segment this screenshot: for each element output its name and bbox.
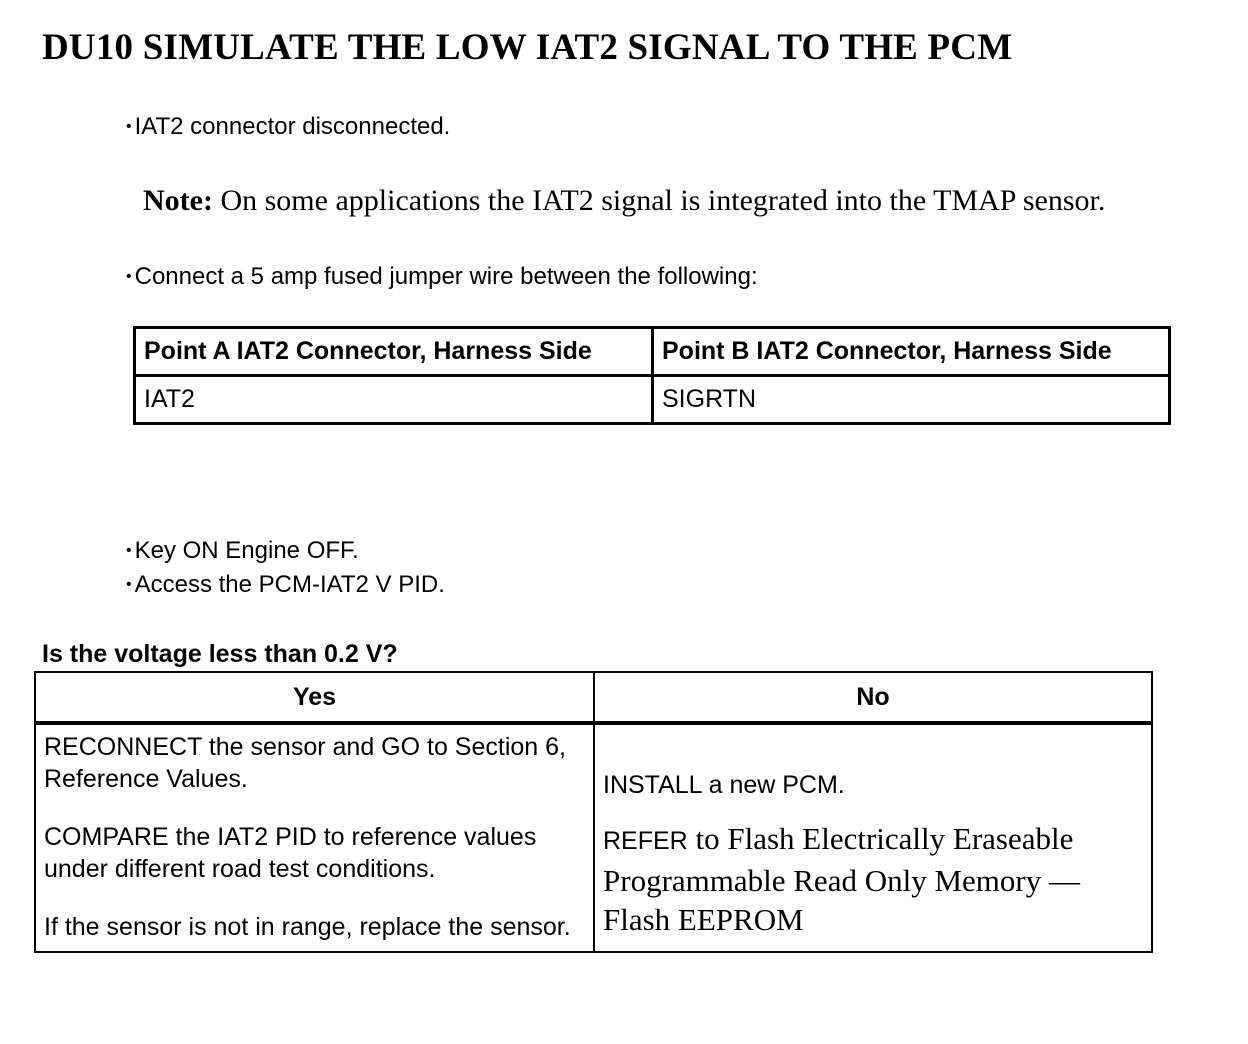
result-table — [34, 671, 1153, 953]
yes-cell — [35, 723, 594, 952]
refer-keyword: REFER — [603, 827, 688, 855]
header-yes: Yes — [35, 672, 594, 723]
bullet-marker: • — [126, 576, 132, 593]
note-label: Note: — [143, 184, 213, 217]
test-question: Is the voltage less than 0.2 V? — [42, 640, 398, 668]
no-step-install: INSTALL a new PCM. — [603, 771, 845, 799]
yes-step-reconnect: RECONNECT the sensor and GO to Section 6, Reference Values. — [44, 733, 566, 793]
yes-step-replace: If the sensor is not in range, replace the sensor. — [44, 913, 571, 941]
table-header-row — [135, 328, 1170, 376]
refer-text: to Flash Electrically Eraseable Programmable Read Only Memory — Flash EEPROM — [603, 821, 1080, 937]
note-text: On some applications the IAT2 signal is integrated into the TMAP sensor. — [212, 184, 1106, 217]
bullet-marker: • — [126, 542, 132, 559]
step-text: Key ON Engine OFF. — [134, 537, 359, 564]
step-bullet-key-on — [126, 537, 359, 565]
cell-point-b: SIGRTN — [653, 376, 1170, 424]
jumper-wire-table — [133, 326, 1171, 425]
yes-step-compare: COMPARE the IAT2 PID to reference values under different road test conditions. — [44, 823, 537, 883]
step-bullet-access-pid — [126, 571, 445, 599]
page-title: DU10 SIMULATE THE LOW IAT2 SIGNAL TO THE PCM — [42, 27, 1013, 68]
header-no: No — [594, 672, 1152, 723]
no-cell — [594, 723, 1152, 952]
note — [143, 184, 1105, 218]
no-step-refer — [603, 819, 1143, 939]
cell-point-a: IAT2 — [135, 376, 653, 424]
step-text: IAT2 connector disconnected. — [134, 113, 451, 140]
bullet-marker: • — [126, 118, 132, 135]
header-point-a: Point A IAT2 Connector, Harness Side — [135, 328, 653, 376]
step-text: Access the PCM-IAT2 V PID. — [134, 571, 445, 598]
bullet-marker: • — [126, 268, 132, 285]
step-text: Connect a 5 amp fused jumper wire between the following: — [134, 263, 758, 290]
table-header-row — [35, 672, 1152, 723]
step-bullet-connect-jumper — [126, 263, 758, 291]
header-point-b: Point B IAT2 Connector, Harness Side — [653, 328, 1170, 376]
step-bullet-connector-disconnected — [126, 113, 450, 141]
table-row — [35, 723, 1152, 952]
table-row — [135, 376, 1170, 424]
